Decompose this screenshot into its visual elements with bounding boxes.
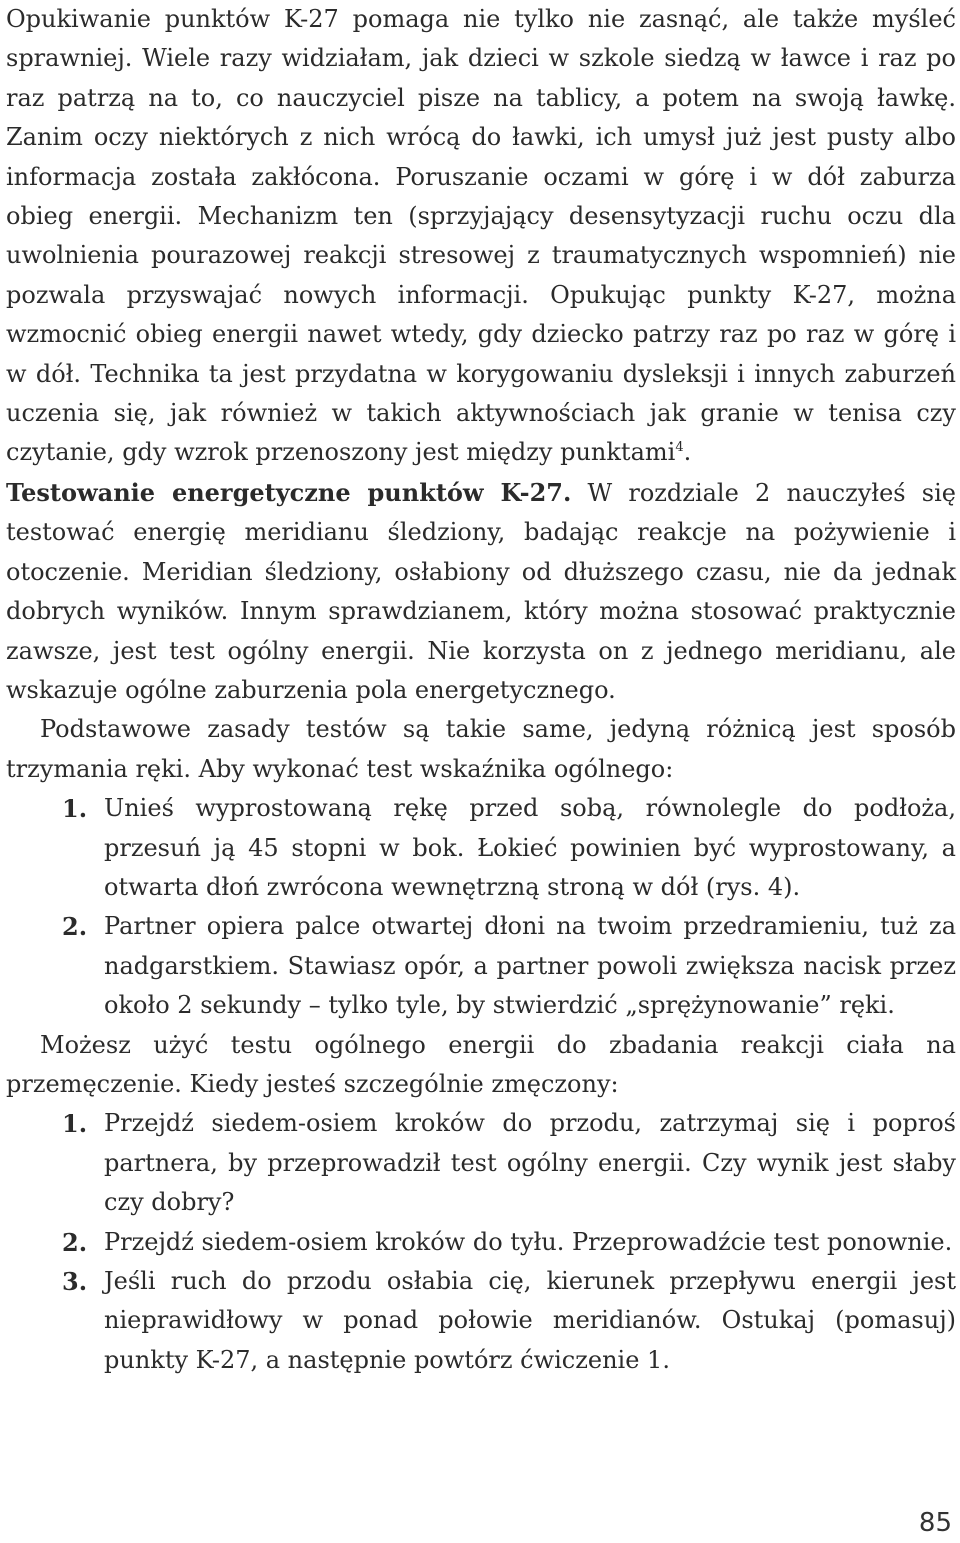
list-item — [6, 907, 956, 1025]
section-run-in-heading: Testowanie energetyczne punktów K-27. — [6, 477, 572, 507]
paragraph-basic-rules: Podstawowe zasady testów są takie same, jedyną różnicą jest sposób trzymania ręki. Aby wykonać test wskaźnika ogólnego: — [6, 715, 956, 783]
paragraph-text: Opukiwanie punktów K-27 pomaga nie tylko nie zasnąć, ale także myśleć sprawniej. Wiele razy widziałam, jak dzieci w szkole siedzą w ławce i raz po raz patrzą na to, co nauczyciel pisze na tablicy, a potem na swoją ławkę. Zanim oczy niektórych z nich wrócą do ławki, ich umysł już jest pusty albo informacja została zakłócona. Poruszanie oczami w górę i w dół zaburza obieg energii. Mechanizm ten (sprzyjający desensytyzacji ruchu oczu dla uwolnienia pourazowej reakcji stresowej z traumatycznych wspomnień) nie pozwala przyswajać nowych informacji. Opukując punkty K-27, można wzmocnić obieg energii nawet wtedy, gdy dziecko patrzy raz po raz w górę i w dół. Technika ta jest przydatna w korygowaniu dysleksji i innych zaburzeń uczenia się, jak również w takich aktywnościach jak granie w tenisa czy czytanie, gdy wzrok przenoszony jest między punktami — [6, 5, 956, 467]
list-item — [6, 1104, 956, 1222]
list-item-text: Partner opiera palce otwartej dłoni na twoim przedramieniu, tuż za nadgarstkiem. Stawiasz opór, a partner powoli zwiększa nacisk przez około 2 sekundy – tylko tyle, by stwierdzić „sprężynowanie” ręki. — [104, 912, 956, 1020]
numbered-list-test-steps — [6, 789, 956, 1025]
paragraph-end: . — [683, 438, 692, 467]
list-item — [6, 789, 956, 907]
list-item-number: 1. — [62, 1109, 88, 1139]
paragraph-text: W rozdziale 2 nauczyłeś się testować energię meridianu śledziony, badając reakcje na pożywienie i otoczenie. Meridian śledziony, osłabiony od dłuższego czasu, nie da jednak dobrych wyników. Innym sprawdzianem, który można stosować praktycznie zawsze, jest test ogólny energii. Nie korzysta on z jednego meridianu, ale wskazuje ogólne zaburzenia pola energetycznego. — [6, 478, 956, 704]
paragraph-k27-tapping — [6, 0, 956, 473]
list-item-number: 1. — [62, 794, 88, 824]
paragraph-fatigue-test: Możesz użyć testu ogólnego energii do zbadania reakcji ciała na przemęczenie. Kiedy jesteś szczególnie zmęczony: — [6, 1030, 956, 1098]
numbered-list-fatigue-steps — [6, 1104, 956, 1380]
list-item-text: Przejdź siedem-osiem kroków do przodu, zatrzymaj się i poproś partnera, by przeprowadził test ogólny energii. Czy wynik jest słaby czy dobry? — [104, 1109, 956, 1217]
list-item-text: Unieś wyprostowaną rękę przed sobą, równolegle do podłoża, przesuń ją 45 stopni w bok. Łokieć powinien być wyprostowany, a otwarta dłoń zwrócona wewnętrzną stroną w dół (rys. 4). — [104, 794, 956, 901]
list-item-text: Przejdź siedem-osiem kroków do tyłu. Przeprowadźcie test ponownie. — [104, 1227, 953, 1256]
page-number: 85 — [918, 1508, 952, 1538]
list-item-number: 3. — [62, 1267, 88, 1296]
list-item-text: Jeśli ruch do przodu osłabia cię, kierunek przepływu energii jest nieprawidłowy w ponad połowie meridianów. Ostukaj (pomasuj) punkty K-27, a następnie powtórz ćwiczenie 1. — [104, 1267, 956, 1374]
list-item — [6, 1262, 956, 1380]
footnote-marker: 4 — [675, 440, 684, 456]
book-page-body — [6, 0, 956, 1380]
list-item — [6, 1223, 956, 1262]
list-item-number: 2. — [62, 912, 88, 942]
paragraph-energy-testing — [6, 473, 956, 710]
list-item-number: 2. — [62, 1227, 88, 1257]
